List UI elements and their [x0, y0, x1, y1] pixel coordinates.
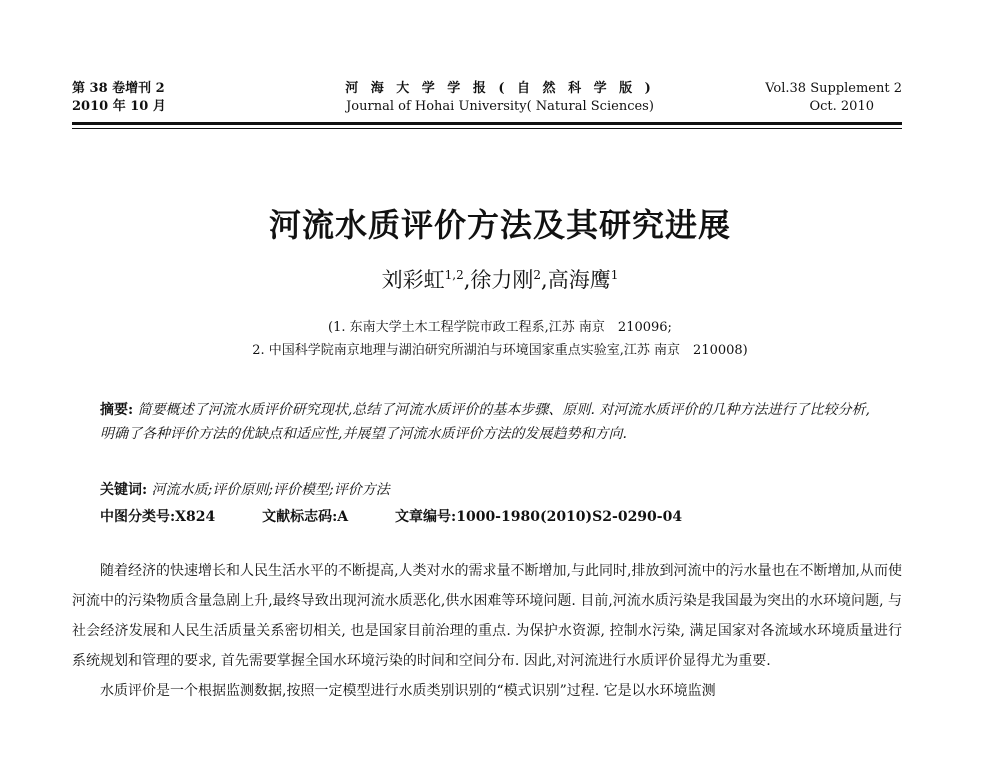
body-text — [72, 556, 902, 706]
header-volume-info — [72, 80, 166, 116]
author-affil-sup: 2 — [533, 268, 542, 282]
header-rule-thick — [72, 122, 902, 125]
abstract-text: 简要概述了河流水质评价研究现状,总结了河流水质评价的基本步骤、原则. 对河流水质评价的几种方法进行了比较分析,明确了各种评价方法的优缺点和适应性,并展望了河流水质评价方法的发展趋势和方向. — [100, 402, 871, 442]
header-date-en: Oct. 2010 — [809, 99, 874, 114]
article-number: 文章编号:1000-1980(2010)S2-0290-04 — [395, 509, 683, 525]
author-list — [0, 264, 1000, 294]
body-paragraph-1: 随着经济的快速增长和人民生活水平的不断提高,人类对水的需求量不断增加,与此同时,排放到河流中的污水量也在不断增加,从而使河流中的污染物质含量急剧上升,最终导致出现河流水质恶化,供水困难等环境问题. 目前,河流水质污染是我国最为突出的水环境问题, 与社会经济发展和人民生活质量关系密切相关, 也是国家目前治理的重点. 为保护水资源, 控制水污染, 满足国家对各流域水环境质量进行系统规划和管理的要求, 首先需要掌握全国水环境污染的时间和空间分布. 因此,对河流进行水质评价显得尤为重要. — [72, 563, 902, 669]
header-date-cn: 2010 年 10 月 — [72, 99, 166, 114]
keywords-label: 关键词: — [100, 482, 148, 498]
author-name: 刘彩虹 — [381, 268, 445, 292]
header-journal-en: Journal of Hohai University( Natural Sciences) — [346, 99, 654, 114]
abstract-label: 摘要: — [100, 402, 134, 418]
affiliation-2: 2. 中国科学院南京地理与湖泊研究所湖泊与环境国家重点实验室,江苏 南京 210008) — [252, 343, 748, 358]
header-vol-supplement: Vol.38 Supplement 2 — [765, 81, 902, 96]
keywords-text: 河流水质;评价原则;评价模型;评价方法 — [147, 482, 390, 498]
author-name: 徐力刚 — [470, 268, 534, 292]
paper-title: 河流水质评价方法及其研究进展 — [268, 206, 731, 244]
header-journal-cn: 河 海 大 学 学 报 ( 自 然 科 学 版 ) — [345, 81, 655, 96]
author-separator: , — [541, 268, 548, 292]
header-journal-name — [300, 80, 700, 116]
author-separator: , — [463, 268, 471, 292]
abstract — [100, 398, 870, 446]
header-volume: 第 38 卷增刊 2 — [72, 81, 165, 96]
body-paragraph-2: 水质评价是一个根据监测数据,按照一定模型进行水质类别识别的“模式识别”过程. 它是以水环境监测 — [100, 683, 716, 699]
header-rule-thin — [72, 128, 902, 129]
classification-line — [100, 506, 682, 526]
author-affil-sup: 1,2 — [444, 268, 464, 282]
author-name: 高海鹰 — [547, 268, 611, 292]
document-code: 文献标志码:A — [262, 509, 349, 525]
keywords — [100, 479, 870, 499]
clc-number: 中图分类号:X824 — [100, 509, 216, 525]
header-volume-en — [765, 80, 902, 116]
author-affil-sup: 1 — [610, 268, 619, 282]
affiliation-1: (1. 东南大学土木工程学院市政工程系,江苏 南京 210096; — [328, 320, 672, 335]
